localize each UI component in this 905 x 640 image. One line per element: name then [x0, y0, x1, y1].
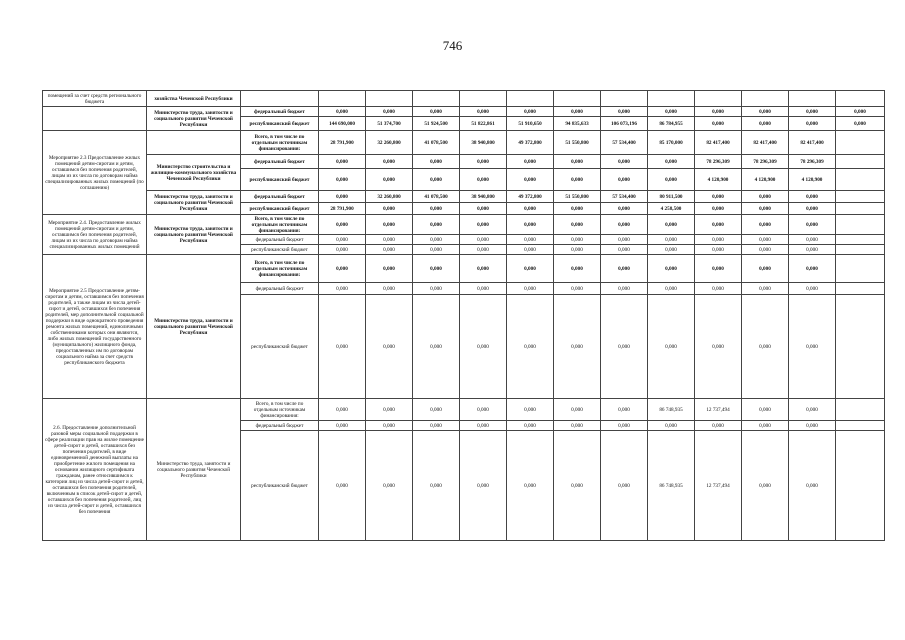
value-cell: 51 550,800 — [554, 131, 601, 155]
value-cell: 0,000 — [366, 235, 413, 245]
value-cell: 0,000 — [507, 203, 554, 215]
value-cell: 0,000 — [413, 283, 460, 295]
value-cell: 0,000 — [742, 421, 789, 431]
funding-source-cell: федеральный бюджет — [241, 107, 319, 117]
value-cell: 0,000 — [413, 169, 460, 191]
value-cell: 78 296,309 — [742, 155, 789, 169]
value-cell — [366, 91, 413, 107]
value-cell: 0,000 — [742, 255, 789, 283]
value-cell: 0,000 — [507, 169, 554, 191]
value-cell: 78 296,309 — [695, 155, 742, 169]
value-cell: 0,000 — [460, 255, 507, 283]
measure-cell: 2.6. Предоставление дополнительной разовой меры социальной поддержки в сфере реализации прав на жилое помещение детей-сирот и детей, оставшихся без попечения родителей, в виде единовременной денежной выплаты на приобретение жилого помещения на основании жилищного сертификата гражданам, ранее относившимся к категории лиц из числа детей-сирот и детей, оставшихся без попечения родителей, включенным в список детей-сирот и детей, оставшихся без попечения родителей, лиц из числа детей-сирот и детей, оставшихся без попечения — [43, 399, 147, 541]
funding-source-cell: Всего, в том числе по отдельным источникам финансирования: — [241, 255, 319, 283]
table-row — [43, 255, 885, 283]
value-cell: 0,000 — [413, 235, 460, 245]
value-cell: 38 940,800 — [460, 131, 507, 155]
value-cell: 0,000 — [601, 283, 648, 295]
page-number: 746 — [442, 38, 463, 53]
value-cell: 0,000 — [507, 215, 554, 235]
value-cell: 0,000 — [460, 421, 507, 431]
value-cell — [836, 245, 885, 255]
value-cell: 0,000 — [366, 203, 413, 215]
value-cell: 41 078,500 — [413, 191, 460, 203]
value-cell: 51 924,500 — [413, 117, 460, 131]
value-cell: 0,000 — [648, 107, 695, 117]
value-cell — [789, 91, 836, 107]
value-cell: 78 296,309 — [789, 155, 836, 169]
value-cell: 0,000 — [319, 255, 366, 283]
value-cell: 0,000 — [460, 431, 507, 541]
value-cell: 0,000 — [460, 107, 507, 117]
value-cell: 0,000 — [507, 283, 554, 295]
value-cell: 0,000 — [742, 295, 789, 399]
value-cell: 0,000 — [319, 431, 366, 541]
value-cell: 0,000 — [601, 421, 648, 431]
value-cell — [836, 295, 885, 399]
value-cell: 0,000 — [789, 283, 836, 295]
value-cell — [836, 155, 885, 169]
value-cell — [695, 91, 742, 107]
value-cell — [413, 91, 460, 107]
value-cell: 0,000 — [789, 191, 836, 203]
funding-source-cell: республиканский бюджет — [241, 117, 319, 131]
executor-cell: Министерство труда, занятости и социального развития Чеченской Республики — [147, 215, 241, 255]
value-cell: 0,000 — [695, 421, 742, 431]
value-cell: 0,000 — [507, 235, 554, 245]
value-cell: 0,000 — [413, 245, 460, 255]
value-cell: 51 550,800 — [554, 191, 601, 203]
value-cell: 144 690,000 — [319, 117, 366, 131]
value-cell: 0,000 — [460, 399, 507, 421]
value-cell: 0,000 — [601, 235, 648, 245]
value-cell: 0,000 — [742, 191, 789, 203]
value-cell: 0,000 — [319, 169, 366, 191]
value-cell: 0,000 — [507, 431, 554, 541]
value-cell: 86 748,935 — [648, 431, 695, 541]
value-cell: 0,000 — [319, 421, 366, 431]
value-cell: 49 372,800 — [507, 191, 554, 203]
value-cell: 0,000 — [695, 245, 742, 255]
funding-source-cell: Всего, в том числе по отдельным источникам финансирования: — [241, 215, 319, 235]
value-cell: 0,000 — [554, 169, 601, 191]
value-cell: 0,000 — [695, 215, 742, 235]
value-cell: 0,000 — [460, 295, 507, 399]
value-cell: 82 417,400 — [789, 131, 836, 155]
value-cell — [836, 421, 885, 431]
measure-cell: Мероприятие 2.3 Предоставление жилых помещений детям-сиротам и детям, оставшимся без попечения родителей, лицам из их числа по договорам найма специализированных жилых помещений (по соглашению) — [43, 131, 147, 215]
value-cell: 12 737,494 — [695, 399, 742, 421]
value-cell: 0,000 — [742, 431, 789, 541]
value-cell — [554, 91, 601, 107]
value-cell: 4 258,500 — [648, 203, 695, 215]
value-cell: 0,000 — [507, 107, 554, 117]
value-cell: 0,000 — [789, 107, 836, 117]
value-cell: 94 835,633 — [554, 117, 601, 131]
value-cell — [836, 131, 885, 155]
value-cell: 0,000 — [554, 155, 601, 169]
value-cell: 0,000 — [507, 155, 554, 169]
value-cell — [836, 431, 885, 541]
measure-cell: Мероприятие 2.4. Предоставление жилых помещений детям-сиротам и детям, оставшимся без попечения родителей, лицам из их числа по договорам найма специализированных жилых помещений — [43, 215, 147, 255]
value-cell: 0,000 — [366, 255, 413, 283]
value-cell: 0,000 — [413, 203, 460, 215]
value-cell: 0,000 — [554, 203, 601, 215]
table-row — [43, 91, 885, 107]
value-cell: 0,000 — [789, 245, 836, 255]
value-cell: 0,000 — [601, 155, 648, 169]
value-cell: 0,000 — [742, 117, 789, 131]
value-cell: 0,000 — [742, 107, 789, 117]
value-cell: 0,000 — [366, 215, 413, 235]
value-cell: 0,000 — [695, 191, 742, 203]
funding-source-cell: федеральный бюджет — [241, 191, 319, 203]
executor-cell: Министерство труда, занятости и социального развития Чеченской Республики — [147, 255, 241, 399]
table-row — [43, 191, 885, 203]
value-cell: 51 910,650 — [507, 117, 554, 131]
value-cell: 0,000 — [366, 283, 413, 295]
value-cell: 0,000 — [554, 431, 601, 541]
value-cell: 4 120,900 — [789, 169, 836, 191]
value-cell: 0,000 — [648, 235, 695, 245]
value-cell — [507, 91, 554, 107]
value-cell: 0,000 — [695, 255, 742, 283]
value-cell: 57 534,400 — [601, 131, 648, 155]
value-cell: 0,000 — [319, 235, 366, 245]
value-cell: 28 791,900 — [319, 131, 366, 155]
value-cell: 32 260,800 — [366, 191, 413, 203]
funding-source-cell: республиканский бюджет — [241, 295, 319, 399]
value-cell: 0,000 — [789, 295, 836, 399]
value-cell: 0,000 — [460, 169, 507, 191]
value-cell: 41 078,500 — [413, 131, 460, 155]
value-cell: 0,000 — [554, 421, 601, 431]
value-cell: 51 374,700 — [366, 117, 413, 131]
value-cell: 0,000 — [460, 235, 507, 245]
value-cell: 0,000 — [413, 215, 460, 235]
value-cell: 0,000 — [460, 283, 507, 295]
value-cell: 0,000 — [648, 169, 695, 191]
value-cell: 0,000 — [601, 245, 648, 255]
value-cell: 0,000 — [460, 155, 507, 169]
value-cell: 12 737,494 — [695, 431, 742, 541]
value-cell: 0,000 — [366, 421, 413, 431]
value-cell: 0,000 — [507, 245, 554, 255]
value-cell: 28 791,900 — [319, 203, 366, 215]
value-cell: 0,000 — [789, 431, 836, 541]
value-cell: 0,000 — [742, 203, 789, 215]
value-cell: 0,000 — [554, 235, 601, 245]
value-cell: 0,000 — [601, 255, 648, 283]
value-cell: 0,000 — [789, 255, 836, 283]
value-cell: 0,000 — [366, 155, 413, 169]
value-cell: 0,000 — [413, 155, 460, 169]
value-cell: 0,000 — [789, 399, 836, 421]
value-cell: 0,000 — [319, 215, 366, 235]
value-cell: 0,000 — [507, 255, 554, 283]
value-cell: 0,000 — [460, 215, 507, 235]
value-cell: 0,000 — [601, 295, 648, 399]
executor-cell: Министерство труда, занятости и социального развития Чеченской Республики — [147, 191, 241, 215]
value-cell: 0,000 — [319, 295, 366, 399]
value-cell: 80 911,500 — [648, 191, 695, 203]
value-cell: 0,000 — [366, 431, 413, 541]
value-cell: 0,000 — [413, 295, 460, 399]
value-cell: 82 417,400 — [695, 131, 742, 155]
value-cell: 0,000 — [789, 117, 836, 131]
value-cell: 86 784,955 — [648, 117, 695, 131]
value-cell — [836, 399, 885, 421]
funding-source-cell: Всего, в том числе по отдельным источникам финансирования: — [241, 399, 319, 421]
funding-source-cell: республиканский бюджет — [241, 431, 319, 541]
value-cell — [836, 255, 885, 283]
value-cell: 0,000 — [554, 107, 601, 117]
value-cell: 106 073,196 — [601, 117, 648, 131]
value-cell: 0,000 — [648, 295, 695, 399]
value-cell: 0,000 — [507, 421, 554, 431]
executor-cell: Министерство труда, занятости и социального развития Чеченской Республики — [147, 399, 241, 541]
value-cell: 85 170,000 — [648, 131, 695, 155]
measure-cell: Мероприятие 2.5 Предоставление детям-сиротам и детям, оставшимся без попечения родителей, а также лицам из числа детей-сирот и детей, оставшихся без попечения родителей, мер дополнительной социальной поддержки в виде однократного проведения ремонта жилых помещений, единоличными собственниками которых они являются, либо жилых помещений государственного (муниципального) жилищного фонда, предоставленных им по договорам социального найма за счет средств республиканского бюджета — [43, 255, 147, 399]
value-cell: 0,000 — [413, 431, 460, 541]
value-cell: 0,000 — [554, 399, 601, 421]
value-cell: 4 120,900 — [695, 169, 742, 191]
value-cell: 0,000 — [789, 203, 836, 215]
value-cell: 82 417,400 — [742, 131, 789, 155]
value-cell: 0,000 — [695, 203, 742, 215]
value-cell: 0,000 — [366, 399, 413, 421]
value-cell: 0,000 — [554, 283, 601, 295]
measure-cell: помещений за счет средств регионального бюджета — [43, 91, 147, 107]
value-cell: 0,000 — [507, 399, 554, 421]
measure-cell — [43, 107, 147, 131]
table-row — [43, 399, 885, 421]
executor-cell: Министерство труда, занятости и социального развития Чеченской Республики — [147, 107, 241, 131]
value-cell: 0,000 — [742, 245, 789, 255]
table-row — [43, 155, 885, 169]
value-cell: 0,000 — [695, 283, 742, 295]
value-cell: 0,000 — [460, 203, 507, 215]
value-cell: 0,000 — [366, 295, 413, 399]
value-cell: 0,000 — [695, 235, 742, 245]
funding-source-cell: федеральный бюджет — [241, 155, 319, 169]
value-cell: 0,000 — [507, 295, 554, 399]
value-cell: 0,000 — [695, 295, 742, 399]
funding-source-cell: республиканский бюджет — [241, 245, 319, 255]
table-row — [43, 215, 885, 235]
funding-source-cell: федеральный бюджет — [241, 421, 319, 431]
value-cell: 0,000 — [460, 245, 507, 255]
value-cell: 0,000 — [789, 215, 836, 235]
value-cell: 0,000 — [742, 283, 789, 295]
value-cell: 0,000 — [742, 215, 789, 235]
value-cell: 0,000 — [601, 431, 648, 541]
value-cell: 0,000 — [413, 399, 460, 421]
funding-source-cell: Всего, в том числе по отдельным источникам финансирования: — [241, 131, 319, 155]
value-cell: 32 260,800 — [366, 131, 413, 155]
value-cell: 0,000 — [601, 169, 648, 191]
value-cell: 38 940,800 — [460, 191, 507, 203]
value-cell: 0,000 — [648, 155, 695, 169]
value-cell: 0,000 — [601, 399, 648, 421]
value-cell: 0,000 — [319, 245, 366, 255]
value-cell: 0,000 — [648, 421, 695, 431]
executor-cell — [147, 131, 241, 155]
value-cell: 0,000 — [648, 245, 695, 255]
value-cell: 0,000 — [836, 107, 885, 117]
value-cell: 4 120,900 — [742, 169, 789, 191]
value-cell: 0,000 — [319, 283, 366, 295]
value-cell: 0,000 — [601, 215, 648, 235]
value-cell: 0,000 — [554, 215, 601, 235]
value-cell — [836, 169, 885, 191]
funding-source-cell: федеральный бюджет — [241, 283, 319, 295]
value-cell: 0,000 — [413, 255, 460, 283]
value-cell — [460, 91, 507, 107]
value-cell — [319, 91, 366, 107]
value-cell: 0,000 — [319, 191, 366, 203]
value-cell: 0,000 — [789, 235, 836, 245]
value-cell: 0,000 — [836, 117, 885, 131]
funding-source-cell: федеральный бюджет — [241, 235, 319, 245]
value-cell: 0,000 — [366, 245, 413, 255]
value-cell — [836, 203, 885, 215]
value-cell — [836, 191, 885, 203]
value-cell: 0,000 — [554, 245, 601, 255]
funding-source-cell: республиканский бюджет — [241, 169, 319, 191]
value-cell: 0,000 — [554, 255, 601, 283]
value-cell: 0,000 — [695, 117, 742, 131]
value-cell: 0,000 — [789, 421, 836, 431]
value-cell: 0,000 — [742, 235, 789, 245]
value-cell: 0,000 — [648, 283, 695, 295]
value-cell: 0,000 — [319, 107, 366, 117]
value-cell: 51 822,861 — [460, 117, 507, 131]
value-cell: 0,000 — [601, 203, 648, 215]
value-cell: 0,000 — [742, 399, 789, 421]
table-row — [43, 131, 885, 155]
value-cell: 0,000 — [648, 255, 695, 283]
value-cell: 0,000 — [695, 107, 742, 117]
value-cell: 0,000 — [601, 107, 648, 117]
value-cell: 0,000 — [554, 295, 601, 399]
value-cell: 49 372,800 — [507, 131, 554, 155]
value-cell — [836, 91, 885, 107]
funding-source-cell: республиканский бюджет — [241, 203, 319, 215]
value-cell — [742, 91, 789, 107]
value-cell: 57 534,400 — [601, 191, 648, 203]
value-cell — [836, 215, 885, 235]
value-cell — [836, 235, 885, 245]
value-cell — [648, 91, 695, 107]
value-cell: 0,000 — [413, 421, 460, 431]
executor-cell: хозяйства Чеченской Республики — [147, 91, 241, 107]
value-cell: 86 748,935 — [648, 399, 695, 421]
value-cell: 0,000 — [319, 155, 366, 169]
value-cell: 0,000 — [413, 107, 460, 117]
value-cell — [601, 91, 648, 107]
value-cell: 0,000 — [366, 107, 413, 117]
value-cell: 0,000 — [319, 399, 366, 421]
funding-source-cell — [241, 91, 319, 107]
table-row — [43, 107, 885, 117]
executor-cell: Министерство строительства и жилищно-коммунального хозяйства Чеченской Республики — [147, 155, 241, 191]
value-cell: 0,000 — [648, 215, 695, 235]
value-cell — [836, 283, 885, 295]
budget-table — [42, 90, 885, 541]
value-cell: 0,000 — [366, 169, 413, 191]
